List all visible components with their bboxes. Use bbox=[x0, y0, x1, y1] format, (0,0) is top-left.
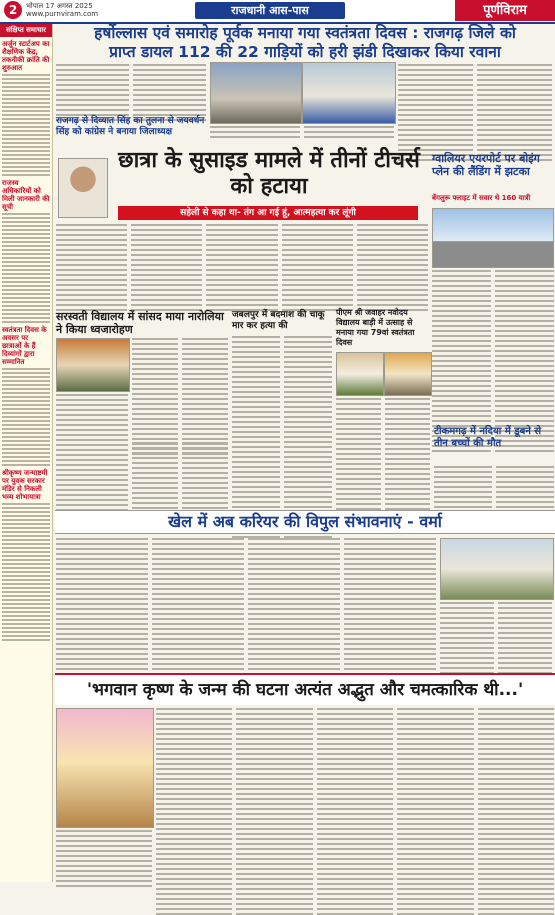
lead-headline-line-1: हर्षोल्लास एवं समारोह पूर्वक मनाया गया स्वतंत्रता दिवस : राजगढ़ जिले को bbox=[94, 24, 516, 42]
brand-logo: पूर्णविराम bbox=[455, 0, 555, 21]
section-title: राजधानी आस-पास bbox=[195, 2, 345, 19]
page-number: 2 bbox=[4, 1, 22, 19]
sidebar-item-body bbox=[2, 74, 50, 176]
date-text: भोपाल 17 अगस्त 2025 bbox=[26, 2, 93, 10]
krishna-story-columns bbox=[156, 708, 554, 878]
date-line bbox=[26, 2, 98, 18]
school-story-text bbox=[132, 338, 228, 438]
website-link[interactable]: www.purnviram.com bbox=[26, 10, 99, 18]
airport-story-subtitle: बेंगलुरू फ्लाइट में सवार थे 160 यात्री bbox=[432, 194, 531, 202]
school-story-text-lower bbox=[56, 394, 128, 504]
tikamgarh-story-text bbox=[434, 466, 554, 506]
sports-story-text bbox=[56, 538, 436, 668]
jabalpur-headline[interactable]: जबलपुर में बदमाश की चाकू मार कर हत्या की bbox=[232, 310, 325, 331]
lead-caption-text bbox=[210, 126, 394, 142]
sports-career-headline[interactable]: खेल में अब करियर की विपुल संभावनाएं - वर्मा bbox=[55, 510, 555, 534]
navodaya-story-text bbox=[336, 398, 430, 504]
lead-headline[interactable] bbox=[55, 24, 555, 62]
lead-headline-line-2: प्राप्त डायल 112 की 22 गाड़ियों को हरी झंडी दिखाकर किया रवाना bbox=[109, 43, 501, 61]
school-flag-headline[interactable]: सरस्वती विद्यालय में सांसद माया नारोलिया ने किया ध्वजारोहण bbox=[56, 310, 224, 336]
lead-story-text bbox=[56, 64, 206, 114]
lead-photo-ceremony bbox=[210, 62, 302, 124]
school-photo bbox=[56, 338, 130, 392]
sidebar-item-title[interactable]: राजस्व अधिकारियों को मिली जानकारी की सूची bbox=[2, 179, 50, 211]
lead-photo-vehicles bbox=[302, 62, 396, 124]
sports-photo bbox=[440, 538, 554, 600]
navodaya-photo-2 bbox=[384, 352, 432, 396]
politician-photo bbox=[58, 158, 108, 218]
sports-story-text-right bbox=[440, 602, 552, 668]
airport-story-text bbox=[432, 270, 554, 420]
main-story-headline[interactable]: छात्रा के सुसाइड मामले में तीनों टीचर्स को हटाया bbox=[118, 148, 420, 199]
masthead bbox=[0, 0, 555, 24]
main-story-text bbox=[56, 224, 428, 304]
lead-story-text-right bbox=[398, 64, 552, 148]
main-story-subhead: सहेली से कहा था- तंग आ गई हूं, आत्महत्या कर लूंगी bbox=[118, 206, 418, 220]
krishna-photo bbox=[56, 708, 154, 828]
sidebar-heading: संक्षिप्त समाचार bbox=[0, 24, 52, 37]
sidebar-item-title[interactable]: अर्जुन स्टार्टअप का शैक्षणिक केंद्र, तकनीकी क्रांति की शुरुआत bbox=[2, 40, 50, 72]
krishna-headline[interactable]: 'भगवान कृष्ण के जन्म की घटना अत्यंत अद्भुत और चमत्कारिक थी...' bbox=[55, 673, 555, 705]
sidebar-item-body bbox=[2, 213, 50, 323]
jabalpur-story-text bbox=[232, 336, 332, 504]
inset-story-title: राजगढ़ से दिव्यात सिंह का तुलना से जयवर्धन सिंह को कांग्रेस ने बनाया जिलाध्यक्ष bbox=[56, 116, 205, 137]
school-story-text-bottom bbox=[132, 442, 228, 504]
airplane-photo bbox=[432, 208, 554, 268]
sidebar bbox=[0, 24, 53, 882]
airport-story-title[interactable]: ग्वालियर एयरपोर्ट पर बोइंग प्लेन की लैंडिंग में झटका bbox=[432, 152, 540, 178]
krishna-story-text bbox=[56, 830, 152, 878]
tikamgarh-headline[interactable]: टीकमगढ़ में नदिया में डूबने से तीन बच्चों की मौत bbox=[434, 426, 542, 449]
navodaya-photo-1 bbox=[336, 352, 384, 396]
sidebar-item-title[interactable]: स्वतंत्रता दिवस के अवसर पर छात्राओं के हैं दिव्यांगों द्वारा सम्मानित bbox=[2, 326, 47, 366]
sidebar-item-body bbox=[2, 503, 50, 641]
navodaya-headline[interactable]: पीएम श्री जवाहर नवोदय विद्यालय बाड़ी में उत्साह से मनाया गया 79वां स्वतंत्रता दिवस bbox=[336, 308, 415, 347]
sidebar-item-body bbox=[2, 368, 50, 466]
sidebar-item-title[interactable]: श्रीकृष्ण जन्माष्टमी पर युवक सरकार मंडिर से निकली भव्य शोभायात्रा bbox=[2, 469, 48, 501]
